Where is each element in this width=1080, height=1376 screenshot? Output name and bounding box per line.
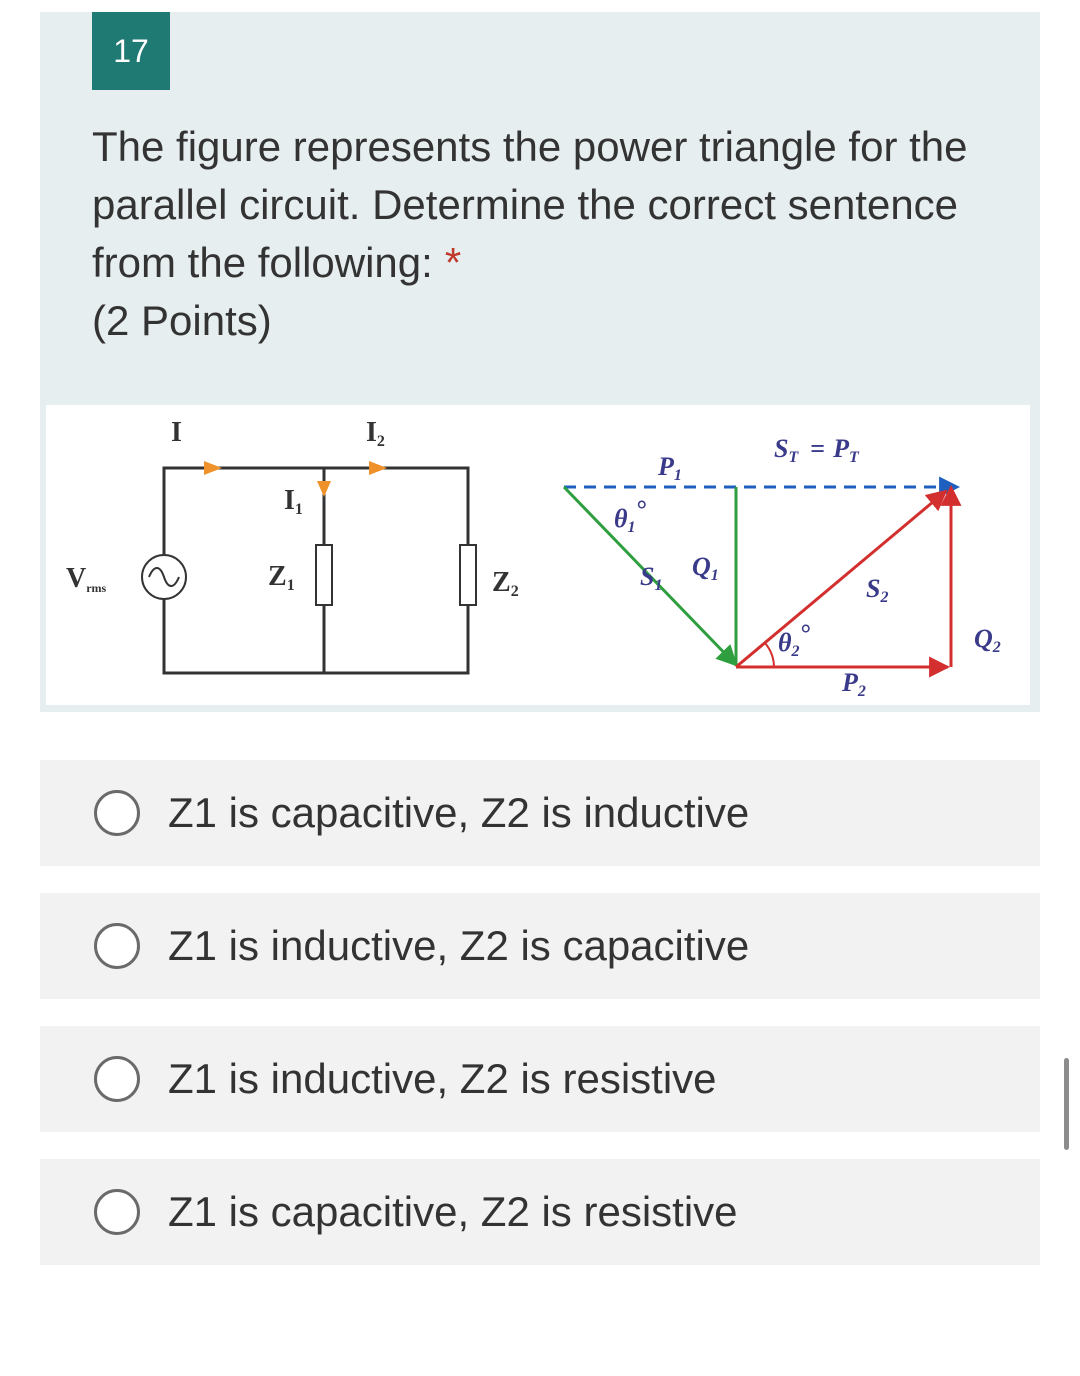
- label-z1: Z1: [268, 561, 295, 594]
- label-p1: P1: [658, 452, 682, 484]
- figure-panel: [46, 405, 1030, 705]
- label-i1: I1: [284, 485, 303, 518]
- circuit-diagram: [142, 468, 476, 673]
- answer-option-4[interactable]: [40, 1159, 1040, 1265]
- answer-option-2[interactable]: [40, 893, 1040, 999]
- radio-button[interactable]: [94, 1189, 140, 1235]
- question-text-block: [92, 118, 992, 292]
- label-vrms: Vrms: [66, 563, 107, 595]
- label-s1: S1: [640, 562, 663, 594]
- figure-image: [46, 405, 1030, 705]
- answer-option-label: Z1 is capacitive, Z2 is inductive: [168, 789, 750, 836]
- impedance-z2-symbol: [460, 545, 476, 605]
- radio-button[interactable]: [94, 923, 140, 969]
- radio-button[interactable]: [94, 790, 140, 836]
- theta2-arc: [765, 643, 774, 667]
- current-arrows: [204, 461, 387, 497]
- answer-option-label: Z1 is inductive, Z2 is resistive: [168, 1055, 717, 1102]
- required-mark: *: [444, 239, 462, 286]
- question-text: The figure represents the power triangle for the parallel circuit. Determine the correct sentence from the following:: [92, 123, 968, 286]
- impedance-z1-symbol: [316, 545, 332, 605]
- answer-option-label: Z1 is inductive, Z2 is capacitive: [168, 922, 750, 969]
- label-st-pt: ST = PT: [774, 434, 859, 466]
- label-s2: S2: [866, 574, 889, 606]
- question-number: 17: [113, 32, 149, 69]
- current-arrow-i: [204, 461, 222, 475]
- answer-option-1[interactable]: [40, 760, 1040, 866]
- radio-button[interactable]: [94, 1056, 140, 1102]
- label-q2: Q2: [974, 624, 1001, 656]
- label-i-total: I: [171, 417, 182, 448]
- label-i2: I2: [366, 417, 385, 450]
- label-theta1: θ1°: [614, 495, 646, 536]
- question-number-badge: [92, 12, 170, 90]
- label-z2: Z2: [492, 567, 519, 600]
- s2-vector: [736, 491, 946, 667]
- current-arrow-i2: [369, 461, 387, 475]
- question-points: (2 Points): [92, 297, 272, 344]
- current-arrow-i1: [317, 481, 331, 497]
- label-theta2: θ2°: [778, 619, 810, 660]
- answer-option-label: Z1 is capacitive, Z2 is resistive: [168, 1188, 738, 1235]
- label-p2: P2: [842, 668, 866, 700]
- label-q1: Q1: [692, 552, 719, 584]
- scrollbar[interactable]: [1064, 1058, 1069, 1150]
- answer-option-3[interactable]: [40, 1026, 1040, 1132]
